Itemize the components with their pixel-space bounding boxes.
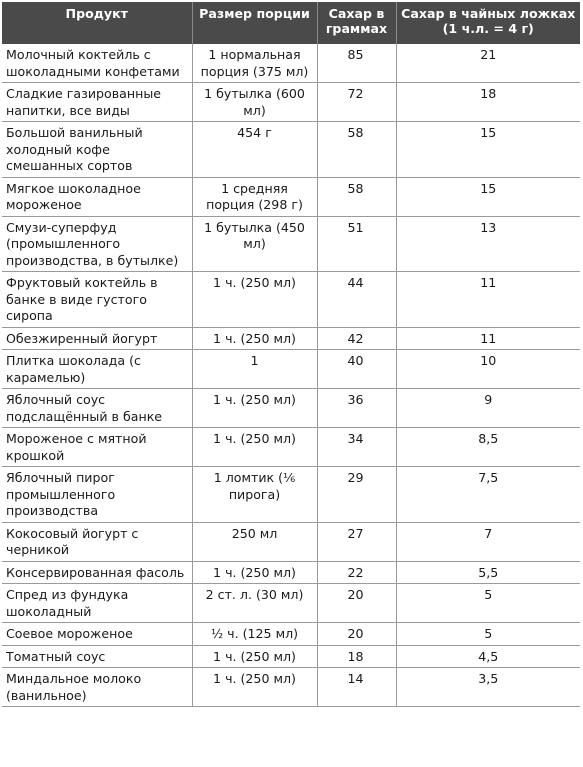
cell-sugar-grams: 58 bbox=[317, 122, 396, 178]
table-row bbox=[2, 668, 580, 707]
cell-sugar-grams: 18 bbox=[317, 645, 396, 668]
cell-sugar-teaspoons: 3,5 bbox=[396, 668, 580, 707]
cell-sugar-teaspoons: 4,5 bbox=[396, 645, 580, 668]
cell-product: Сладкие газированные напитки, все виды bbox=[2, 83, 192, 122]
table-row bbox=[2, 389, 580, 428]
cell-sugar-grams: 14 bbox=[317, 668, 396, 707]
cell-product: Миндальное молоко (ванильное) bbox=[2, 668, 192, 707]
cell-sugar-grams: 58 bbox=[317, 177, 396, 216]
cell-product: Фруктовый коктейль в банке в виде густого сиропа bbox=[2, 272, 192, 328]
cell-sugar-teaspoons: 15 bbox=[396, 177, 580, 216]
cell-sugar-grams: 20 bbox=[317, 623, 396, 646]
cell-portion: 1 ч. (250 мл) bbox=[192, 668, 317, 707]
column-header-teaspoons: Сахар в чайных ложках (1 ч.л. = 4 г) bbox=[396, 2, 580, 44]
cell-product: Томатный соус bbox=[2, 645, 192, 668]
cell-sugar-grams: 51 bbox=[317, 216, 396, 272]
cell-portion: 250 мл bbox=[192, 522, 317, 561]
cell-sugar-teaspoons: 7,5 bbox=[396, 467, 580, 523]
cell-product: Мороженое с мятной крошкой bbox=[2, 428, 192, 467]
column-header-product: Продукт bbox=[2, 2, 192, 44]
cell-sugar-grams: 44 bbox=[317, 272, 396, 328]
cell-sugar-teaspoons: 15 bbox=[396, 122, 580, 178]
table-row bbox=[2, 584, 580, 623]
cell-sugar-grams: 40 bbox=[317, 350, 396, 389]
cell-portion: 1 бутылка (450 мл) bbox=[192, 216, 317, 272]
cell-portion: 1 ч. (250 мл) bbox=[192, 272, 317, 328]
cell-product: Мягкое шоколадное мороженое bbox=[2, 177, 192, 216]
table-row bbox=[2, 44, 580, 83]
cell-sugar-teaspoons: 11 bbox=[396, 327, 580, 350]
column-header-portion: Размер порции bbox=[192, 2, 317, 44]
cell-sugar-teaspoons: 5 bbox=[396, 623, 580, 646]
table-row bbox=[2, 350, 580, 389]
cell-product: Плитка шоколада (с карамелью) bbox=[2, 350, 192, 389]
cell-portion: ½ ч. (125 мл) bbox=[192, 623, 317, 646]
table-row bbox=[2, 216, 580, 272]
cell-product: Соевое мороженое bbox=[2, 623, 192, 646]
cell-sugar-grams: 34 bbox=[317, 428, 396, 467]
cell-portion: 1 ч. (250 мл) bbox=[192, 645, 317, 668]
cell-sugar-teaspoons: 5 bbox=[396, 584, 580, 623]
cell-sugar-teaspoons: 8,5 bbox=[396, 428, 580, 467]
cell-portion: 1 средняя порция (298 г) bbox=[192, 177, 317, 216]
cell-sugar-grams: 85 bbox=[317, 44, 396, 83]
cell-portion: 1 bbox=[192, 350, 317, 389]
cell-sugar-teaspoons: 10 bbox=[396, 350, 580, 389]
table-row bbox=[2, 428, 580, 467]
cell-sugar-teaspoons: 5,5 bbox=[396, 561, 580, 584]
table-body bbox=[2, 44, 580, 707]
cell-sugar-teaspoons: 13 bbox=[396, 216, 580, 272]
table-row bbox=[2, 327, 580, 350]
sugar-content-table bbox=[2, 2, 580, 707]
table-row bbox=[2, 177, 580, 216]
header-row bbox=[2, 2, 580, 44]
table-row bbox=[2, 122, 580, 178]
table-row bbox=[2, 623, 580, 646]
cell-sugar-grams: 36 bbox=[317, 389, 396, 428]
cell-portion: 1 нормальная порция (375 мл) bbox=[192, 44, 317, 83]
cell-product: Кокосовый йогурт с черникой bbox=[2, 522, 192, 561]
cell-portion: 454 г bbox=[192, 122, 317, 178]
cell-sugar-grams: 72 bbox=[317, 83, 396, 122]
cell-product: Консервированная фасоль bbox=[2, 561, 192, 584]
cell-portion: 2 ст. л. (30 мл) bbox=[192, 584, 317, 623]
cell-portion: 1 ч. (250 мл) bbox=[192, 561, 317, 584]
cell-sugar-teaspoons: 11 bbox=[396, 272, 580, 328]
cell-product: Обезжиренный йогурт bbox=[2, 327, 192, 350]
column-header-grams: Сахар в граммах bbox=[317, 2, 396, 44]
cell-portion: 1 ч. (250 мл) bbox=[192, 389, 317, 428]
cell-sugar-teaspoons: 21 bbox=[396, 44, 580, 83]
cell-product: Яблочный соус подслащённый в банке bbox=[2, 389, 192, 428]
cell-sugar-grams: 27 bbox=[317, 522, 396, 561]
table-row bbox=[2, 83, 580, 122]
cell-product: Смузи-суперфуд (промышленного производства, в бутылке) bbox=[2, 216, 192, 272]
cell-sugar-teaspoons: 18 bbox=[396, 83, 580, 122]
table-row bbox=[2, 645, 580, 668]
cell-sugar-teaspoons: 7 bbox=[396, 522, 580, 561]
cell-product: Молочный коктейль с шоколадными конфетами bbox=[2, 44, 192, 83]
cell-sugar-grams: 42 bbox=[317, 327, 396, 350]
cell-product: Большой ванильный холодный кофе смешанных сортов bbox=[2, 122, 192, 178]
table-row bbox=[2, 522, 580, 561]
table-row bbox=[2, 272, 580, 328]
cell-product: Яблочный пирог промышленного производства bbox=[2, 467, 192, 523]
table-row bbox=[2, 467, 580, 523]
cell-sugar-grams: 22 bbox=[317, 561, 396, 584]
sugar-table-container bbox=[2, 2, 580, 707]
table-header bbox=[2, 2, 580, 44]
cell-sugar-grams: 20 bbox=[317, 584, 396, 623]
cell-portion: 1 ломтик (⅙ пирога) bbox=[192, 467, 317, 523]
cell-sugar-teaspoons: 9 bbox=[396, 389, 580, 428]
cell-portion: 1 бутылка (600 мл) bbox=[192, 83, 317, 122]
cell-portion: 1 ч. (250 мл) bbox=[192, 327, 317, 350]
cell-product: Спред из фундука шоколадный bbox=[2, 584, 192, 623]
table-row bbox=[2, 561, 580, 584]
cell-sugar-grams: 29 bbox=[317, 467, 396, 523]
cell-portion: 1 ч. (250 мл) bbox=[192, 428, 317, 467]
